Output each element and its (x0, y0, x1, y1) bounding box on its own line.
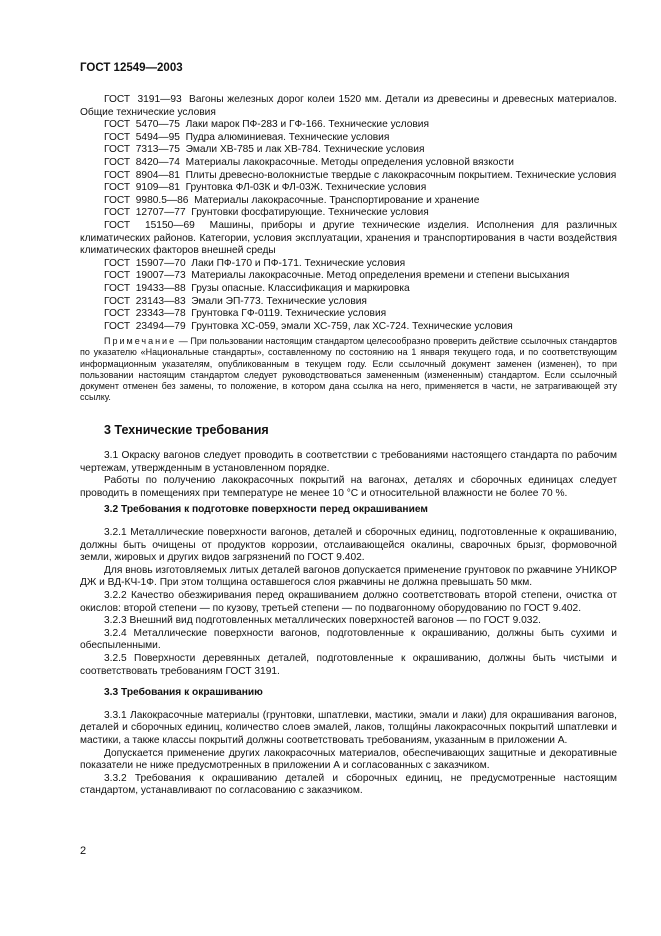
reference-item: ГОСТ 3191—93 Вагоны железных дорог колеи 1520 мм. Детали из древесины и древесных материалов. Общие технические условия (80, 94, 620, 118)
paragraph-3-3-1: 3.3.1 Лакокрасочные материалы (грунтовки, шпатлевки, мастики, эмали и лаки) для окрашивания вагонов, деталей и сборочных единиц, количество слоев эмалей, лаков, толщи́ны лакокрасочных покрытий шпатлевки и мастики, а также классы покрытий должны соответствовать требованиям, указанным в приложении А. (80, 709, 617, 746)
paragraph-3-1-continued: Работы по получению лакокрасочных покрытий на вагонах, деталях и сборочных единицах следует проводить в помещениях при температуре не менее 10 °С и относительной влажности не более 70 %. (80, 475, 617, 499)
note-paragraph (80, 336, 617, 403)
paragraph-3-3-2: 3.3.2 Требования к окрашиванию деталей и сборочных единиц, не предусмотренные настоящим стандартом, устанавливают по согласованию с заказчиком. (80, 772, 617, 797)
paragraph-3-2-3: 3.2.3 Внешний вид подготовленных металлических поверхностей вагонов — по ГОСТ 9.032. (104, 615, 541, 627)
reference-item: ГОСТ 19433—88 Грузы опасные. Классификация и маркировка (104, 282, 410, 294)
reference-item: ГОСТ 9109—81 Грунтовка ФЛ-03К и ФЛ-03Ж. Технические условия (104, 182, 427, 194)
reference-item: ГОСТ 15150—69 Машины, приборы и другие технические изделия. Исполнения для различных климатических районов. Категории, условия эксплуатации, хранения и транспортирования в части воздействия климатических факторов внешней среды (80, 219, 620, 257)
reference-item: ГОСТ 15907—70 Лаки ПФ-170 и ПФ-171. Технические условия (104, 257, 406, 269)
section-title: 3 Технические требования (104, 422, 269, 437)
paragraph-3-2-2: 3.2.2 Качество обезжиривания перед окрашиванием должно соответствовать второй степени, очистка от окислов: второй степени — по кузову, третьей степени — по подвагонному оборудованию по ГОСТ 9.402. (80, 590, 617, 614)
paragraph-3-2-4: 3.2.4 Металлические поверхности вагонов, подготовленные к окрашиванию, должны быть сухими и обеспыленными. (80, 627, 617, 652)
page-number: 2 (80, 845, 87, 857)
reference-item: ГОСТ 7313—75 Эмали ХВ-785 и лак ХВ-784. Технические условия (104, 144, 425, 156)
reference-item: ГОСТ 5494—95 Пудра алюминиевая. Технические условия (104, 131, 390, 143)
reference-item: ГОСТ 23343—78 Грунтовка ГФ-0119. Технические условия (104, 308, 387, 320)
reference-item: ГОСТ 9980.5—86 Материалы лакокрасочные. Транспортирование и хранение (104, 194, 480, 206)
subsection-title-3-2: 3.2 Требования к подготовке поверхности перед окрашиванием (104, 504, 428, 516)
reference-item: ГОСТ 19007—73 Материалы лакокрасочные. Метод определения времени и степени высыхания (104, 270, 570, 282)
reference-item: ГОСТ 23143—83 Эмали ЭП-773. Технические условия (104, 295, 367, 307)
paragraph-3-2-5: 3.2.5 Поверхности деревянных деталей, подготовленные к окрашиванию, должны быть чистыми и соответствовать требованиям ГОСТ 3191. (80, 653, 617, 677)
normative-references-list (80, 94, 620, 333)
note-label: Примечание (104, 336, 177, 347)
paragraph-3-2-1-continued: Для вновь изготовляемых литых деталей вагонов допускается применение грунтовок по ржавчине УНИКОР ДЖ и ВД-КЧ-1Ф. При этом толщина оставшегося слоя ржавчины не должна превышать 50 мкм. (80, 564, 617, 589)
reference-item: ГОСТ 12707—77 Грунтовки фосфатирующие. Технические условия (104, 207, 429, 219)
reference-item: ГОСТ 8420—74 Материалы лакокрасочные. Методы определения условной вязкости (104, 156, 514, 168)
subsection-title-3-3: 3.3 Требования к окрашиванию (104, 687, 263, 699)
paragraph-3-1: 3.1 Окраску вагонов следует проводить в соответствии с требованиями настоящего стандарта по рабочим чертежам, утвержденным в установленном порядке. (80, 450, 617, 474)
note-text: — При пользовании настоящим стандартом целесообразно проверить действие ссылочных стандартов по указателю «Национальные стандарты», составленному по состоянию на 1 января текущего года, и по соответствующим информационным указателям, опубликованным в текущем году. Если ссылочный документ заменен (изменен), то при пользовании настоящим стандартом следует руководствоваться замененным (измененным) стандартом. Если ссылочный документ отменен без замены, то положение, в котором дана ссылка на него, применяется в части, не затрагивающей эту ссылку. (80, 336, 617, 403)
document-header: ГОСТ 12549—2003 (80, 62, 183, 74)
paragraph-3-2-1: 3.2.1 Металлические поверхности вагонов, деталей и сборочных единиц, подготовленные к окрашиванию, должны быть очищены от продуктов коррозии, отслаивающейся окалины, сварочных брызг, формовочной земли, жировых и других видов загрязнений по ГОСТ 9.402. (80, 527, 617, 564)
document-body (80, 94, 620, 798)
reference-item: ГОСТ 23494—79 Грунтовка ХС-059, эмали ХС-759, лак ХС-724. Технические условия (104, 320, 513, 332)
reference-item: ГОСТ 8904—81 Плиты древесно-волокнистые твердые с лакокрасочным покрытием. Технические условия (104, 169, 617, 181)
paragraph-3-3-1-continued: Допускается применение других лакокрасочных материалов, обеспечивающих защитные и декоративные показатели не ниже предусмотренных в приложении А и согласованных с заказчиком. (80, 747, 617, 772)
reference-item: ГОСТ 5470—75 Лаки марок ПФ-283 и ГФ-166. Технические условия (104, 119, 429, 131)
